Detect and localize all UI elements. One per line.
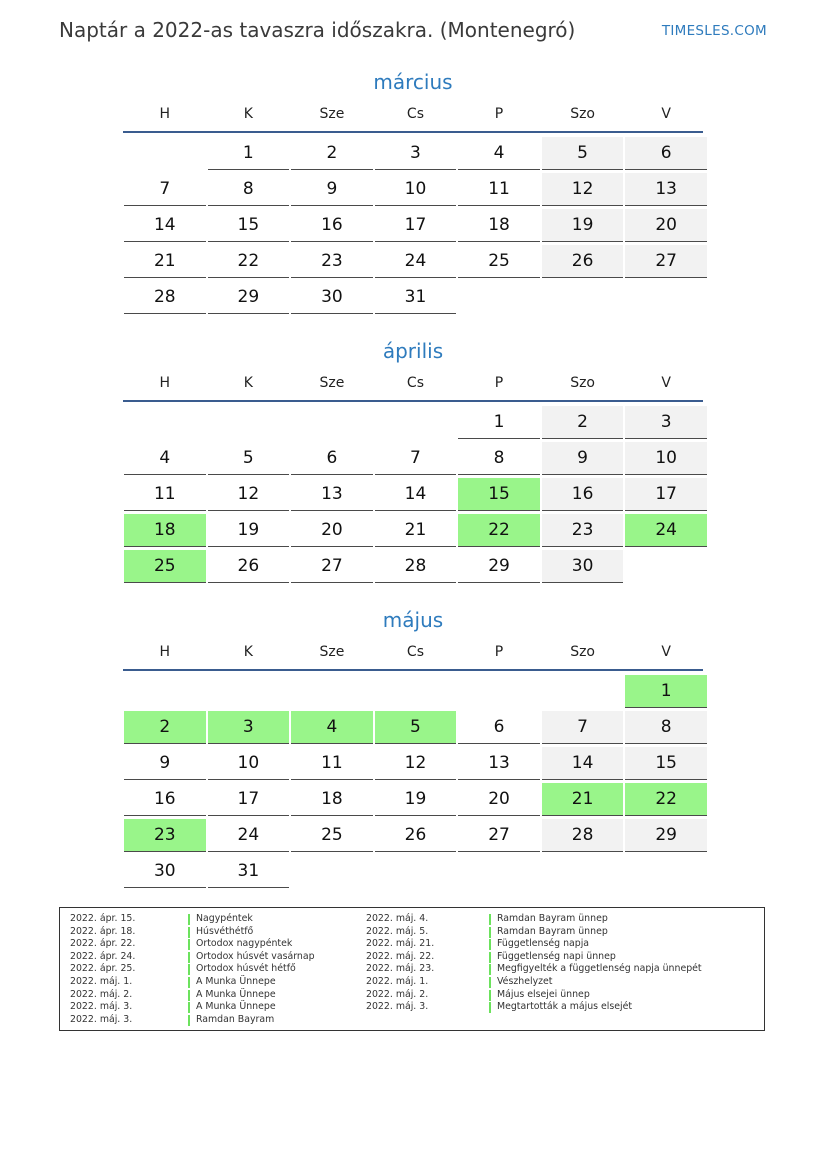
day-cell[interactable] [207,478,291,514]
day-cell[interactable] [457,783,541,819]
day-number: 17 [208,783,290,816]
weekday-label: P [494,375,504,391]
day-cell[interactable] [457,406,541,442]
day-cell[interactable] [207,173,291,209]
legend-date: 2022. máj. 3. [366,1001,429,1013]
legend-marker [489,977,491,988]
legend-date: 2022. máj. 2. [70,988,133,1000]
day-cell[interactable] [457,550,541,586]
weekday-label: H [159,644,171,660]
empty-day-cell [457,855,541,891]
day-number: 21 [124,245,206,278]
empty-day-cell [123,675,207,711]
day-cell[interactable] [374,137,458,173]
day-number: 3 [375,137,457,170]
day-number: 13 [458,747,540,780]
weekday-label: Sze [319,644,345,660]
page-title: Naptár a 2022-as tavaszra időszakra. (Montenegró) [59,18,576,42]
legend-marker [188,1015,190,1026]
legend-date: 2022. máj. 1. [366,975,429,987]
day-number: 28 [542,819,624,852]
weekday-label: H [159,106,171,122]
legend-marker [188,964,190,975]
day-cell[interactable] [207,514,291,550]
legend-holiday-name: Ortodox húsvét vasárnap [196,950,315,962]
legend-marker [188,990,190,1001]
empty-day-cell [123,137,207,173]
weekday-label: Cs [406,375,424,391]
day-cell[interactable] [374,173,458,209]
day-number: 31 [208,855,290,888]
weekday-header [123,635,703,669]
day-number: 10 [625,442,707,475]
legend-date: 2022. máj. 21. [366,938,435,950]
day-cell[interactable] [541,137,625,173]
day-number: 9 [291,173,373,206]
day-number: 12 [375,747,457,780]
day-number: 1 [625,675,707,708]
day-number: 30 [124,855,206,888]
day-number: 28 [375,550,457,583]
legend-holiday-name: Húsvéthétfő [196,925,254,937]
day-number: 27 [458,819,540,852]
day-number: 14 [375,478,457,511]
day-grid [123,137,703,317]
day-cell[interactable] [123,478,207,514]
day-number: 24 [208,819,290,852]
weekday-label: Sze [319,106,345,122]
day-cell[interactable] [123,855,207,891]
day-number: 7 [375,442,457,475]
day-number: 18 [291,783,373,816]
legend-marker [489,1002,491,1013]
day-cell[interactable] [541,819,625,855]
legend-marker [489,927,491,938]
day-cell[interactable] [374,514,458,550]
legend-holiday-name: Ramdan Bayram ünnep [497,913,608,924]
day-cell[interactable] [541,747,625,783]
day-number: 24 [375,245,457,278]
weekday-label: V [661,106,671,122]
day-number: 20 [291,514,373,547]
day-cell[interactable] [541,173,625,209]
day-number: 13 [625,173,707,206]
legend-marker [489,952,491,963]
day-cell[interactable] [123,442,207,478]
day-cell[interactable] [290,137,374,173]
day-number: 17 [625,478,707,511]
day-number: 22 [458,514,540,547]
day-number: 15 [625,747,707,780]
month-2 [123,336,703,586]
day-cell[interactable] [624,406,708,442]
day-number: 21 [375,514,457,547]
day-number: 1 [458,406,540,439]
day-number: 29 [208,281,290,314]
legend-marker [489,964,491,975]
day-number: 10 [208,747,290,780]
holiday-day-cell[interactable] [290,711,374,747]
legend-holiday-name: Nagypéntek [196,913,253,924]
day-number: 2 [291,137,373,170]
day-cell[interactable] [207,442,291,478]
day-number: 24 [625,514,707,547]
day-cell[interactable] [374,747,458,783]
day-number: 23 [291,245,373,278]
day-number: 30 [542,550,624,583]
day-number: 11 [291,747,373,780]
day-cell[interactable] [207,783,291,819]
day-cell[interactable] [374,245,458,281]
holiday-day-cell[interactable] [123,819,207,855]
day-number: 25 [291,819,373,852]
legend-holiday-name: Ortodox húsvét hétfő [196,963,296,975]
day-cell[interactable] [207,209,291,245]
day-cell[interactable] [541,209,625,245]
day-number: 17 [375,209,457,242]
legend-marker [489,939,491,950]
holiday-day-cell[interactable] [123,514,207,550]
day-number: 20 [458,783,540,816]
month-title: május [382,608,444,632]
day-cell[interactable] [374,209,458,245]
day-cell[interactable] [290,442,374,478]
day-cell[interactable] [207,855,291,891]
empty-day-cell [374,406,458,442]
day-number: 16 [542,478,624,511]
empty-day-cell [123,406,207,442]
empty-day-cell [207,675,291,711]
weekday-label: V [661,375,671,391]
day-cell[interactable] [374,783,458,819]
empty-day-cell [290,675,374,711]
day-cell[interactable] [457,747,541,783]
header-rule [123,400,703,402]
legend-date: 2022. máj. 23. [366,963,435,975]
day-cell[interactable] [207,281,291,317]
day-cell[interactable] [624,711,708,747]
day-number: 20 [625,209,707,242]
day-number: 28 [124,281,206,314]
day-number: 3 [208,711,290,744]
day-cell[interactable] [541,406,625,442]
day-cell[interactable] [207,550,291,586]
day-cell[interactable] [123,209,207,245]
empty-day-cell [290,855,374,891]
legend-holiday-name: Függetlenség napi ünnep [497,950,616,962]
day-cell[interactable] [541,514,625,550]
legend-date: 2022. máj. 4. [366,913,429,924]
empty-day-cell [624,281,708,317]
day-number: 2 [542,406,624,439]
legend-marker [489,914,491,925]
weekday-label: K [243,375,253,391]
day-number: 5 [208,442,290,475]
empty-day-cell [374,855,458,891]
day-number: 25 [458,245,540,278]
day-number: 29 [458,550,540,583]
weekday-label: V [661,644,671,660]
legend-date: 2022. máj. 5. [366,925,429,937]
legend-date: 2022. máj. 3. [70,1001,133,1013]
day-number: 6 [625,137,707,170]
day-cell[interactable] [290,783,374,819]
day-number: 18 [124,514,206,547]
day-cell[interactable] [457,245,541,281]
day-number: 25 [124,550,206,583]
day-cell[interactable] [374,550,458,586]
day-cell[interactable] [457,819,541,855]
day-cell[interactable] [290,514,374,550]
legend-holiday-name: Vészhelyzet [497,975,553,987]
legend-date: 2022. ápr. 24. [70,950,136,962]
holiday-day-cell[interactable] [457,514,541,550]
day-cell[interactable] [207,747,291,783]
weekday-label: K [243,644,253,660]
legend-holiday-name: Ortodox nagypéntek [196,938,293,950]
day-cell[interactable] [457,173,541,209]
day-number: 18 [458,209,540,242]
day-number: 12 [542,173,624,206]
legend-date: 2022. máj. 22. [366,950,435,962]
day-number: 29 [625,819,707,852]
day-number: 14 [542,747,624,780]
legend-holiday-name: A Munka Ünnepe [196,988,276,1000]
holiday-day-cell[interactable] [123,550,207,586]
legend-date: 2022. ápr. 18. [70,925,136,937]
day-number: 22 [625,783,707,816]
weekday-label: H [159,375,171,391]
day-cell[interactable] [207,137,291,173]
empty-day-cell [541,675,625,711]
day-cell[interactable] [624,137,708,173]
day-number: 8 [625,711,707,744]
month-1 [123,67,703,317]
header-rule [123,669,703,671]
legend-date: 2022. máj. 2. [366,988,429,1000]
day-cell[interactable] [624,209,708,245]
day-number: 26 [542,245,624,278]
day-cell[interactable] [207,245,291,281]
holiday-day-cell[interactable] [541,783,625,819]
legend-date: 2022. ápr. 22. [70,938,136,950]
legend-marker [188,1002,190,1013]
empty-day-cell [374,675,458,711]
day-number: 26 [375,819,457,852]
legend-holiday-name: A Munka Ünnepe [196,975,276,987]
day-number: 16 [291,209,373,242]
empty-day-cell [207,406,291,442]
day-number: 23 [542,514,624,547]
day-cell[interactable] [624,478,708,514]
day-number: 21 [542,783,624,816]
weekday-label: Sze [319,375,345,391]
legend-holiday-name: Függetlenség napja [497,938,590,950]
header-rule [123,131,703,133]
legend-marker [188,977,190,988]
day-cell[interactable] [290,478,374,514]
day-cell[interactable] [123,747,207,783]
day-number: 22 [208,245,290,278]
day-cell[interactable] [624,245,708,281]
day-cell[interactable] [374,442,458,478]
legend-date: 2022. ápr. 15. [70,913,136,924]
holiday-day-cell[interactable] [624,514,708,550]
site-link[interactable]: TIMESLES.COM [661,23,767,39]
day-number: 13 [291,478,373,511]
empty-day-cell [457,281,541,317]
day-number: 15 [208,209,290,242]
empty-day-cell [624,550,708,586]
day-number: 3 [625,406,707,439]
day-number: 14 [124,209,206,242]
day-cell[interactable] [374,478,458,514]
day-cell[interactable] [290,550,374,586]
day-number: 8 [208,173,290,206]
day-number: 19 [375,783,457,816]
day-number: 27 [625,245,707,278]
day-number: 9 [542,442,624,475]
day-number: 6 [291,442,373,475]
holiday-day-cell[interactable] [374,711,458,747]
day-number: 23 [124,819,206,852]
empty-day-cell [457,675,541,711]
day-cell[interactable] [541,245,625,281]
month-title: április [382,339,444,363]
holiday-day-cell[interactable] [624,675,708,711]
day-number: 31 [375,281,457,314]
day-number: 4 [458,137,540,170]
day-number: 1 [208,137,290,170]
day-cell[interactable] [290,209,374,245]
weekday-label: P [494,106,504,122]
day-number: 30 [291,281,373,314]
legend-marker [188,914,190,925]
day-number: 11 [124,478,206,511]
weekday-label: Cs [406,106,424,122]
day-grid [123,675,703,891]
day-cell[interactable] [374,819,458,855]
day-number: 10 [375,173,457,206]
day-number: 19 [208,514,290,547]
holiday-day-cell[interactable] [624,783,708,819]
day-number: 4 [124,442,206,475]
weekday-label: P [494,644,504,660]
day-cell[interactable] [457,137,541,173]
legend-holiday-name: Május elsejei ünnep [497,988,590,1000]
day-number: 9 [124,747,206,780]
day-cell[interactable] [290,747,374,783]
legend-holiday-name: Ramdan Bayram ünnep [497,925,608,937]
empty-day-cell [541,855,625,891]
month-3 [123,605,703,891]
legend-marker [188,952,190,963]
day-number: 15 [458,478,540,511]
weekday-label: Szo [570,644,595,660]
day-cell[interactable] [457,209,541,245]
day-number: 6 [458,711,540,744]
holiday-day-cell[interactable] [457,478,541,514]
empty-day-cell [624,855,708,891]
month-title: március [373,70,453,94]
legend-holiday-name: A Munka Ünnepe [196,1001,276,1013]
weekday-label: Szo [570,375,595,391]
day-cell[interactable] [123,281,207,317]
day-cell[interactable] [123,783,207,819]
weekday-label: K [243,106,253,122]
day-cell[interactable] [624,747,708,783]
legend-holiday-name: Megtartották a május elsejét [497,1001,633,1013]
weekday-header [123,97,703,131]
legend-marker [188,939,190,950]
holiday-day-cell[interactable] [207,711,291,747]
legend-date: 2022. ápr. 25. [70,963,136,975]
day-number: 26 [208,550,290,583]
legend-holiday-name: Ramdan Bayram [196,1013,275,1025]
legend-date: 2022. máj. 1. [70,975,133,987]
day-number: 12 [208,478,290,511]
day-cell[interactable] [374,281,458,317]
day-number: 11 [458,173,540,206]
legend-holiday-name: Megfigyelték a függetlenség napja ünnepét [497,963,702,975]
day-cell[interactable] [123,173,207,209]
day-number: 5 [542,137,624,170]
day-number: 2 [124,711,206,744]
day-cell[interactable] [290,245,374,281]
holiday-legend [59,907,765,1031]
day-cell[interactable] [541,550,625,586]
legend-date: 2022. máj. 3. [70,1013,133,1025]
day-cell[interactable] [541,478,625,514]
day-cell[interactable] [541,442,625,478]
empty-day-cell [290,406,374,442]
day-cell[interactable] [624,173,708,209]
day-cell[interactable] [290,173,374,209]
weekday-label: Szo [570,106,595,122]
day-number: 7 [124,173,206,206]
day-grid [123,406,703,586]
legend-marker [489,990,491,1001]
day-number: 4 [291,711,373,744]
day-cell[interactable] [457,711,541,747]
day-number: 27 [291,550,373,583]
day-cell[interactable] [457,442,541,478]
day-number: 19 [542,209,624,242]
day-cell[interactable] [207,819,291,855]
day-cell[interactable] [290,819,374,855]
day-cell[interactable] [123,245,207,281]
holiday-day-cell[interactable] [123,711,207,747]
day-cell[interactable] [624,442,708,478]
weekday-header [123,366,703,400]
empty-day-cell [541,281,625,317]
day-cell[interactable] [290,281,374,317]
day-number: 16 [124,783,206,816]
day-cell[interactable] [541,711,625,747]
day-number: 5 [375,711,457,744]
weekday-label: Cs [406,644,424,660]
legend-marker [188,927,190,938]
day-number: 8 [458,442,540,475]
day-number: 7 [542,711,624,744]
day-cell[interactable] [624,819,708,855]
